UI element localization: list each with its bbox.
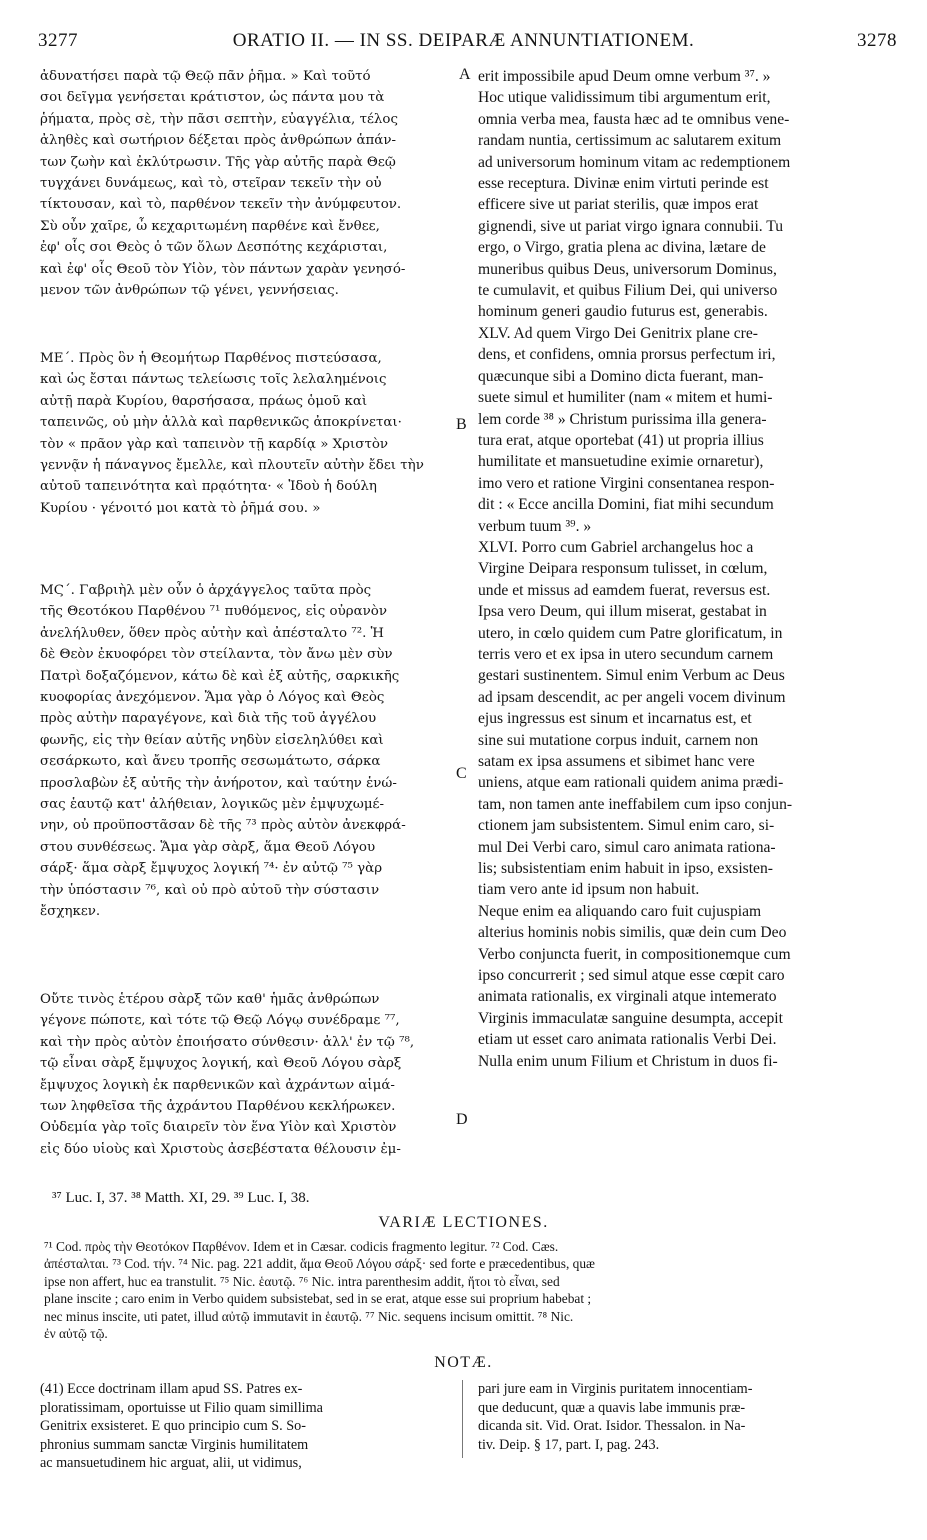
greek-paragraph-3: ΜϚ΄. Γαβριὴλ μὲν οὖν ὁ ἀρχάγγελος ταῦτα πρὸς τῆς Θεοτόκου Παρθένου ⁷¹ πυθόμενος, εἰς οὐρανὸν ἀνελήλυθεν, ὅθεν πρὸς αὐτὴν καὶ ἀπέσταλτο ⁷². Ἡ δὲ Θεὸν ἐκυοφόρει τὸν στείλαντα, τὸν ἄνω μὲν σὺν Πατρὶ δοξαζόμενον, κάτω δὲ καὶ ἐξ αὐτῆς, σαρκικῆς κυοφορίας ἀνεχόμενον. Ἅμα γὰρ ὁ Λόγος καὶ Θεὸς πρὸς αὐτὴν παραγέγονε, καὶ διὰ τῆς τοῦ ἀγγέλου φωνῆς, εἰς τὴν θείαν αὐτῆς νηδὺν εἰσεληλύθει καὶ σεσάρκωτο, καὶ ἄνευ τροπῆς σεσωμάτωτο, σάρκα προσλαβὼν ἐξ αὐτῆς τὴν ἀνήροτον, καὶ ταύτην ἑνώ- σας ἑαυτῷ κατ' ἀλήθειαν, λογικῶς μὲν ἐμψυχωμέ- νην, οὐ προϋποστᾶσαν δὲ τῆς ⁷³ πρὸς αὐτὸν ἀνεκφρά- στου συνθέσεως. Ἅμα γὰρ σὰρξ, ἅμα Θεοῦ Λόγου σάρξ· ἅμα σὰρξ ἔμψυχος λογική ⁷⁴· ἐν αὐτῷ ⁷⁵ γὰρ τὴν ὑπόστασιν ⁷⁶, καὶ οὐ πρὸ αὐτοῦ τὴν σύστασιν ἔσχηκεν.	[40, 583, 406, 920]
greek-paragraph-4: Οὔτε τινὸς ἑτέρου σὰρξ τῶν καθ' ἡμᾶς ἀνθρώπων γέγονε πώποτε, καὶ τότε τῷ Θεῷ Λόγῳ συνέδραμε ⁷⁷, καὶ τὴν πρὸς αὐτὸν ἐποιήσατο σύνθεσιν· ἀλλ' ἐν τῷ ⁷⁸, τῷ εἶναι σὰρξ ἔμψυχος λογική, καὶ Θεοῦ Λόγου σὰρξ ἔμψυχος λογικὴ ἐκ παρθενικῶν καὶ ἀχράντων αἱμά- των ληφθεῖσα τῆς ἀχράντου Παρθένου κεκλήρωκεν. Οὐδεμία γὰρ τοῖς διαιρεῖν τὸν ἕνα Υἱὸν καὶ Χριστὸν εἰς δύο υἱοὺς καὶ Χριστοὺς ἀσεβέστατα θέλουσιν ἐμ-	[40, 992, 415, 1157]
latin-paragraph-2: XLV. Ad quem Virgo Dei Genitrix plane cre- dens, et confidens, omnia prorsus perfectum iri, quæcunque sibi a Domino dicta fuerant, man- suete simul et humiliter (nam « mitem et humi- lem corde ³⁸ » Christum purissima illa genera- tura erat, atque oportebat (41) ut propria illius humilitate et mansuetudine eximie ornaretur), imo vero et ratione Virgini consentanea respon- dit : « Ecce ancilla Domini, fiat mihi secundum verbum tuum ³⁹. »	[478, 324, 776, 535]
margin-marker-c: C	[456, 765, 467, 782]
notae-heading: NOTÆ.	[434, 1354, 493, 1371]
latin-paragraph-4: Neque enim ea aliquando caro fuit cujuspiam alterius hominis nobis similis, quæ dein cum Deo Verbo conjuncta fuerit, in compositionemque cum ipso concurrerit ; sed simul atque esse cœpit caro animata rationalis, ex virginali atque intemerato Virginis immaculatæ sanguine desumpta, accepit etiam ut esset caro animata rationalis Verbi Dei. Nulla enim unum Filium et Christum in duos fi-	[478, 902, 791, 1070]
greek-paragraph-1: ἀδυνατήσει παρὰ τῷ Θεῷ πᾶν ῥῆμα. » Καὶ τοῦτό σοι δεῖγμα γενήσεται κράτιστον, ὡς πάντα μου τὰ ῥήματα, πρὸς σὲ, τὴν πᾶσι σεπτὴν, εὐαγγέλια, τέλος ἀληθὲς καὶ σωτήριον δέξεται πρὸς ἀνθρώπων ἁπάν- των ζωὴν καὶ ἐκλύτρωσιν. Τῆς γὰρ αὐτῆς παρὰ Θεῷ τυγχάνει δυνάμεως, καὶ τὸ, στεῖραν τεκεῖν τὴν οὐ τίκτουσαν, καὶ τὸ, παρθένον τεκεῖν τὴν ἀνύμφευτον. Σὺ οὖν χαῖρε, ὦ κεχαριτωμένη παρθένε καὶ ἔνθεε, ἐφ' οἷς σοι Θεὸς ὁ τῶν ὅλων Δεσπότης κεχάρισται, καὶ ἐφ' οἷς Θεοῦ τὸν Υἱὸν, τὸν πάντων χαρὰν γενησό- μενον τῶν ἀνθρώπων τῷ γένει, γεννήσειας.	[40, 69, 406, 299]
running-title: ORATIO II. — IN SS. DEIPARÆ ANNUNTIATIONEM.	[232, 30, 695, 51]
scripture-references: ³⁷ Luc. I, 37. ³⁸ Matth. XI, 29. ³⁹ Luc. I, 38.	[52, 1190, 310, 1206]
greek-paragraph-2: ΜΕ΄. Πρὸς ὃν ἡ Θεομήτωρ Παρθένος πιστεύσασα, καὶ ὡς ἔσται πάντως τελείωσις τοῖς λελαλημένοις αὐτῇ παρὰ Κυρίου, θαρσήσασα, πράως ὁμοῦ καὶ ταπεινῶς, οὐ μὴν ἀλλὰ καὶ παρθενικῶς ἀποκρίνεται· τὸν « πρᾶον γὰρ καὶ ταπεινὸν τῇ καρδίᾳ » Χριστὸν γεννᾷν ἡ πάναγνος ἔμελλε, καὶ πλουτεῖν αὐτὴν ἔδει τὴν αὐτοῦ ταπεινότητα καὶ πρᾳότητα· « Ἰδοὺ ἡ δούλη Κυρίου · γένοιτό μοι κατὰ τὸ ῥῆμά σου. »	[40, 351, 424, 516]
note-41-right: pari jure eam in Virginis puritatem innocentiam- que deducunt, quæ a quavis labe immunis præ- dicanda sit. Vid. Orat. Isidor. Thessalon. in Na- tiv. Deip. § 17, part. I, pag. 243.	[478, 1381, 753, 1453]
margin-marker-d: D	[456, 1111, 468, 1128]
greek-column-section-45	[40, 348, 450, 519]
latin-column	[478, 66, 891, 1072]
variae-lectiones-heading: VARIÆ LECTIONES.	[378, 1214, 549, 1231]
note-41-left: (41) Ecce doctrinam illam apud SS. Patres ex- ploratissimam, oportuisse ut Filio quam simillima Genitrix exsisteret. E quo principio cum S. So- phronius summam sanctæ Virginis humilitatem ac mansuetudinem hic arguat, alii, ut vidimus,	[40, 1381, 323, 1471]
notes-column-divider	[462, 1380, 463, 1458]
latin-paragraph-1: erit impossibile apud Deum omne verbum ³⁷. » Hoc utique validissimum tibi argumentum erit, omnia verba mea, fausta hæc ad te omnibus vene- randam nuntia, certissimum ac salutarem exitum ad universorum hominum vitam ac redemptionem esse receptura. Divinæ enim virtuti perinde est efficere sive ut pariat sterilis, quæ impos erat gignendi, sive ut pariat virgo ignara connubii. Tu ergo, o Virgo, gratia plena ac divina, lætare de muneribus quibus Deus, universorum Dominus, te cumulavit, et quibus Filium Dei, qui universo hominum generi gaudio futurus est, generabis.	[478, 68, 791, 321]
page-number-right: 3278	[857, 30, 897, 51]
page-header	[30, 30, 897, 58]
page-number-left: 3277	[38, 30, 78, 51]
margin-marker-b: B	[456, 416, 467, 433]
greek-column-section-46	[40, 580, 450, 923]
latin-paragraph-3: XLVI. Porro cum Gabriel archangelus hoc a Virgine Deipara responsum tulisset, in cœlum, unde et missus ad eamdem fuerat, reversus est. Ipsa vero Deum, qui illum miserat, gestabat in utero, in cœlo quidem cum Patre glorificatum, in terris vero et ex ipsa in utero secundum carnem gestari sustinentem. Simul enim Verbum ac Deus ad ipsam descendit, ac per angeli vocem divinum ejus ingressus est sinum et incarnatus est, et sine sui mutatione corpus induit, carnem non satam ex ipsa assumens et sibimet hanc vere uniens, atque eam rationali quidem anima prædi- tam, non tamen ante ineffabilem cum ipso conjun- ctionem jam subsistentem. Simul enim caro, si- mul Dei Verbi caro, simul caro animata rationa- lis; subsistentiam enim habuit in ipso, exsisten- tiam vero ante id ipsum non habuit.	[478, 538, 793, 899]
variae-lectiones-text: ⁷¹ Cod. πρὸς τὴν Θεοτόκον Παρθένον. Idem et in Cæsar. codicis fragmento legitur. ⁷² Cod. Cæs. ἀπέσταλται. ⁷³ Cod. τήν. ⁷⁴ Nic. pag. 221 addit, ἅμα Θεοῦ Λόγου σάρξ· sed forte e præcedentibus, quæ ipse non affert, huc ea transtulit. ⁷⁵ Nic. ἑαυτῷ. ⁷⁶ Nic. intra parenthesim addit, ἤτοι τὸ εἶναι, sed plane inscite ; caro enim in Verbo quidem subsistebat, sed in se erat, atque esse sui proprium habebat ; nec minus inscite, uti patet, illud αὐτῷ immutavit in ἑαυτῷ. ⁷⁷ Nic. sequens incisum omittit. ⁷⁸ Nic. ἐν αὐτῷ τῷ.	[44, 1239, 595, 1342]
greek-column-continuation	[40, 989, 450, 1160]
greek-column-top	[40, 66, 450, 301]
margin-marker-a: A	[459, 66, 471, 83]
